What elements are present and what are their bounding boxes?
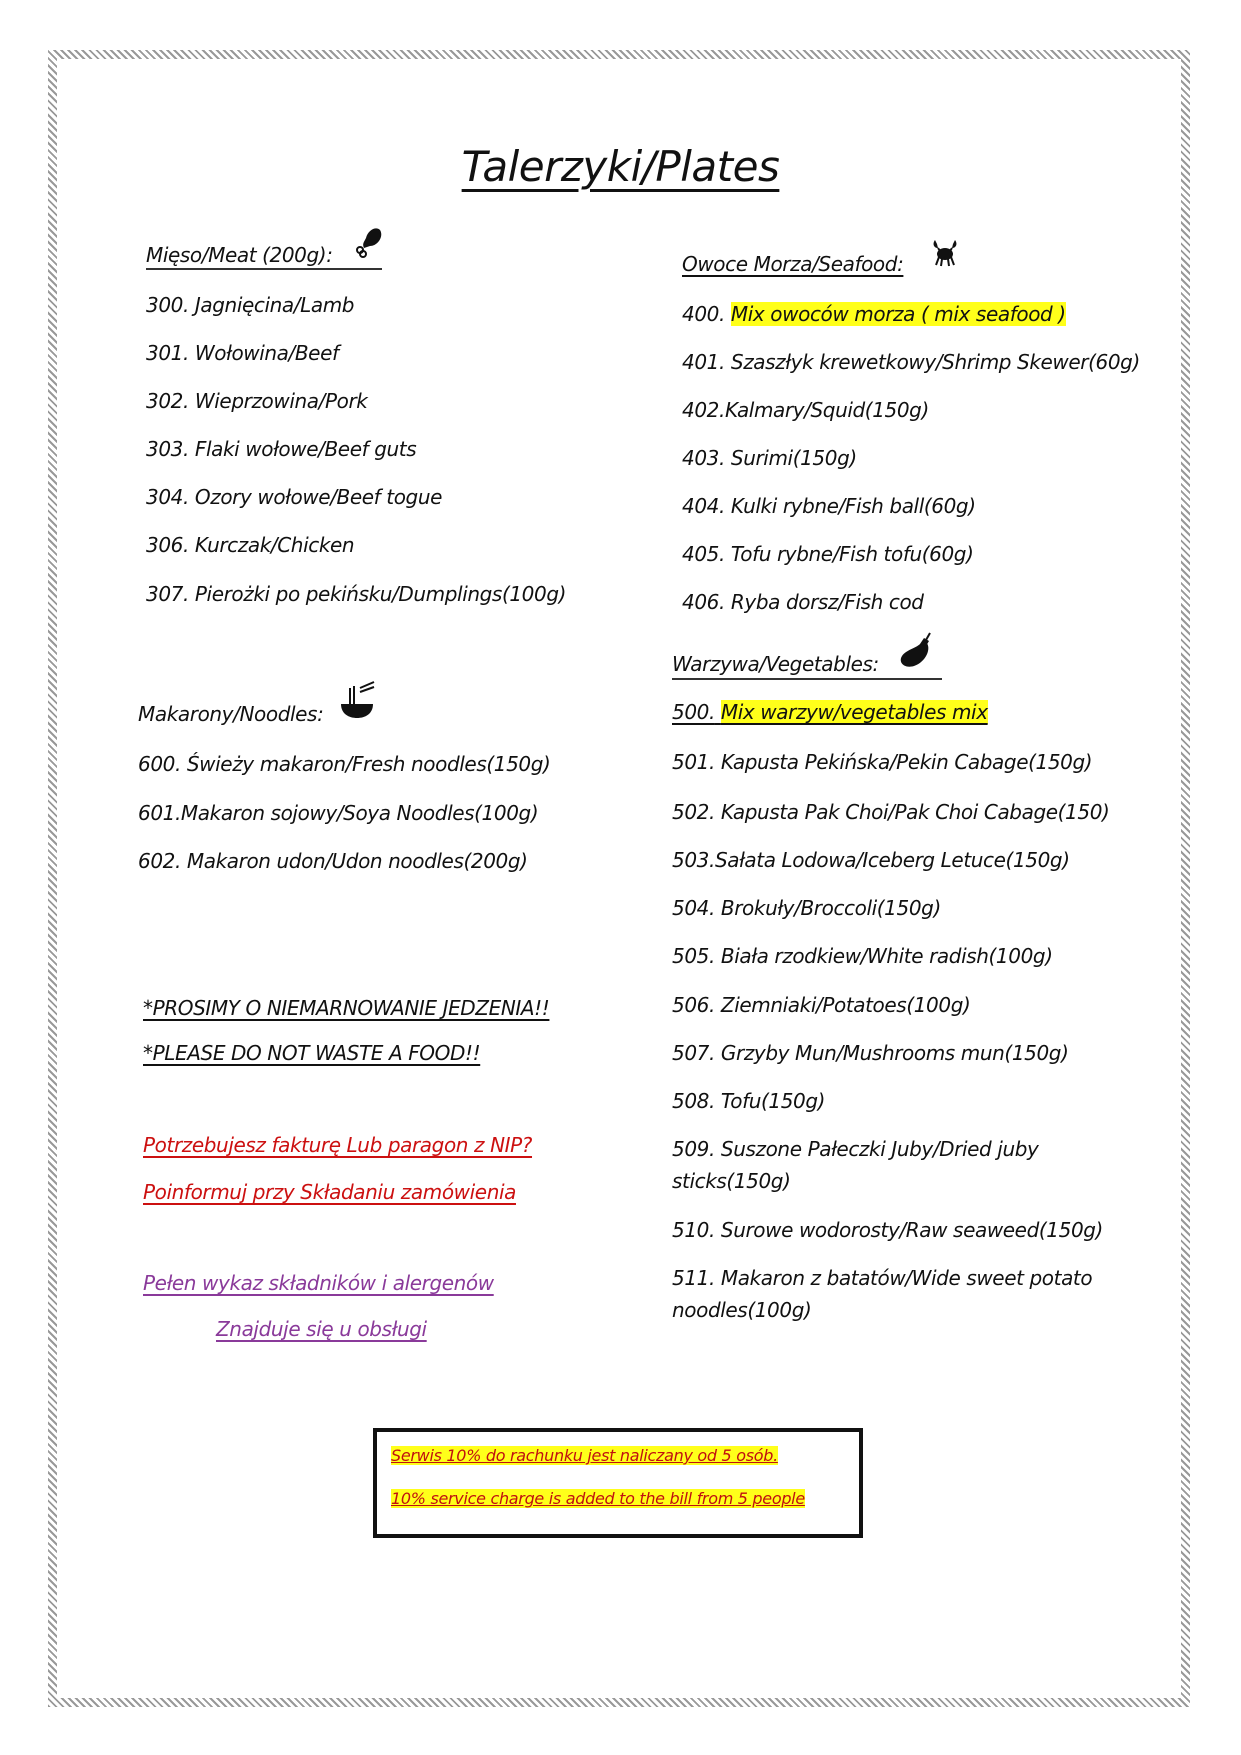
- chicken-leg-icon: [350, 224, 384, 258]
- eggplant-icon: [896, 632, 936, 672]
- vegetables-header-underline: [672, 678, 942, 680]
- meat-item: 303. Flaki wołowe/Beef guts: [146, 437, 417, 461]
- allergen-notice-1: Pełen wykaz składników i alergenów: [143, 1271, 494, 1295]
- vegetables-item: 500. Mix warzyw/vegetables mix: [672, 700, 988, 724]
- meat-item: 300. Jagnięcina/Lamb: [146, 293, 355, 317]
- vegetables-header: Warzywa/Vegetables:: [672, 652, 879, 676]
- vegetables-item: 504. Brokuły/Broccoli(150g): [672, 896, 941, 920]
- meat-item: 306. Kurczak/Chicken: [146, 533, 355, 557]
- vegetables-item: 507. Grzyby Mun/Mushrooms mun(150g): [672, 1041, 1069, 1065]
- vegetables-item: 509. Suszone Pałeczki Juby/Dried juby: [672, 1137, 1039, 1161]
- invoice-info: Poinformuj przy Składaniu zamówienia: [143, 1180, 516, 1204]
- noodles-item: 601.Makaron sojowy/Soya Noodles(100g): [138, 801, 539, 825]
- vegetables-item: 501. Kapusta Pekińska/Pekin Cabage(150g): [672, 750, 1093, 774]
- seafood-header: Owoce Morza/Seafood:: [682, 252, 904, 276]
- vegetables-item-continuation: sticks(150g): [672, 1169, 791, 1193]
- noodle-bowl-icon: [338, 680, 376, 720]
- page-title: Talerzyki/Plates: [461, 142, 780, 191]
- waste-notice-en: *PLEASE DO NOT WASTE A FOOD!!: [143, 1041, 481, 1065]
- meat-header-underline: [146, 268, 382, 270]
- waste-notice-pl: *PROSIMY O NIEMARNOWANIE JEDZENIA!!: [143, 996, 550, 1020]
- noodles-item: 602. Makaron udon/Udon noodles(200g): [138, 849, 528, 873]
- vegetables-item: 508. Tofu(150g): [672, 1089, 826, 1113]
- service-charge-en: 10% service charge is added to the bill from 5 people: [391, 1489, 805, 1508]
- seafood-item: 406. Ryba dorsz/Fish cod: [682, 590, 924, 614]
- noodles-header: Makarony/Noodles:: [138, 702, 324, 726]
- seafood-item: 403. Surimi(150g): [682, 446, 857, 470]
- seafood-item: 400. Mix owoców morza ( mix seafood ): [682, 302, 1066, 326]
- seafood-item: 404. Kulki rybne/Fish ball(60g): [682, 494, 976, 518]
- vegetables-item: 505. Biała rzodkiew/White radish(100g): [672, 944, 1053, 968]
- vegetables-item: 503.Sałata Lodowa/Iceberg Letuce(150g): [672, 848, 1070, 872]
- vegetables-item: 511. Makaron z batatów/Wide sweet potato: [672, 1266, 1093, 1290]
- crab-icon: [930, 238, 960, 268]
- service-charge-pl: Serwis 10% do rachunku jest naliczany od 5 osób.: [391, 1446, 778, 1465]
- meat-item: 301. Wołowina/Beef: [146, 341, 339, 365]
- meat-item: 304. Ozory wołowe/Beef togue: [146, 485, 443, 509]
- meat-item: 302. Wieprzowina/Pork: [146, 389, 368, 413]
- invoice-question: Potrzebujesz fakturę Lub paragon z NIP?: [143, 1133, 533, 1157]
- meat-item: 307. Pierożki po pekińsku/Dumplings(100g): [146, 582, 567, 606]
- service-charge-box: [373, 1428, 863, 1538]
- noodles-item: 600. Świeży makaron/Fresh noodles(150g): [138, 752, 551, 776]
- seafood-item: 402.Kalmary/Squid(150g): [682, 398, 929, 422]
- meat-header: Mięso/Meat (200g):: [146, 243, 333, 267]
- vegetables-item: 502. Kapusta Pak Choi/Pak Choi Cabage(150): [672, 800, 1110, 824]
- vegetables-item: 506. Ziemniaki/Potatoes(100g): [672, 993, 971, 1017]
- seafood-item: 401. Szaszłyk krewetkowy/Shrimp Skewer(60g): [682, 350, 1140, 374]
- vegetables-item: 510. Surowe wodorosty/Raw seaweed(150g): [672, 1218, 1103, 1242]
- allergen-notice-2: Znajduje się u obsługi: [216, 1317, 427, 1341]
- vegetables-item-continuation: noodles(100g): [672, 1298, 812, 1322]
- seafood-item: 405. Tofu rybne/Fish tofu(60g): [682, 542, 974, 566]
